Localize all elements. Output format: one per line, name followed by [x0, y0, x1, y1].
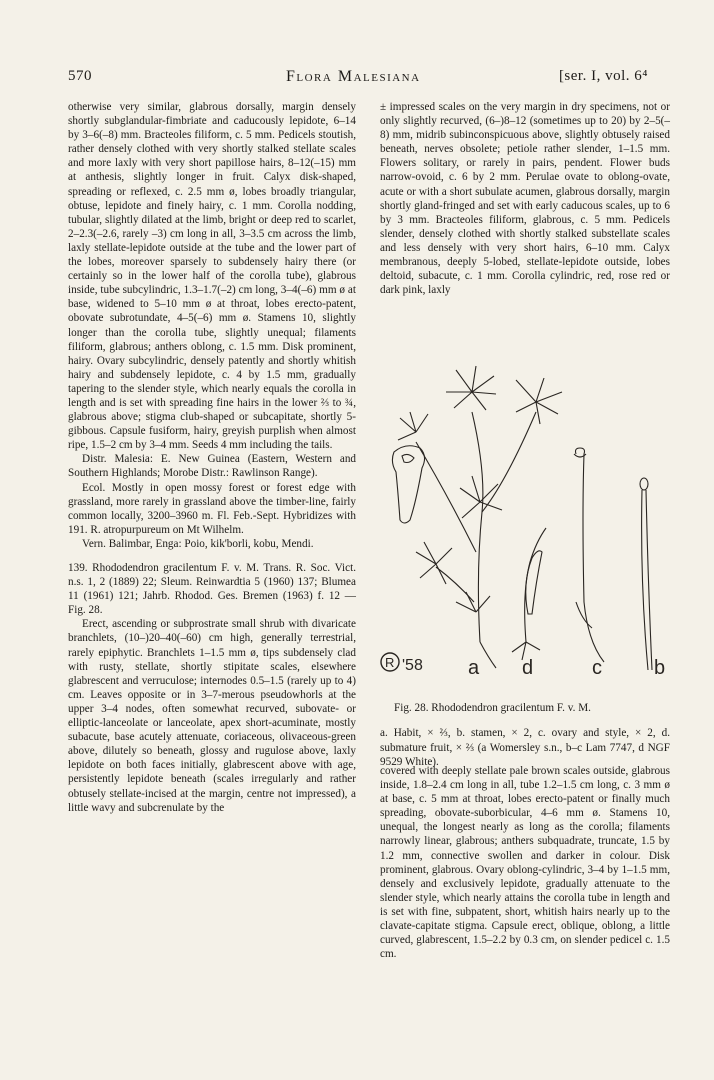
stamen-filament — [642, 490, 652, 670]
description-right-bottom: covered with deeply stellate pale brown scales outside, glabrous inside, 1.8–2.4 cm long in all, tube 1.2–1.5 cm long, c. 3 mm ø at base, c. 5 mm at throat, lobes erecto-patent or finally much spreading, obovate-suborbicular, 4–6 mm ø. Stamens 10, unequal, the longest nearly as long as the corolla; filaments narrowly linear, glabrous; anthers subquadrate, truncate, 1.5 by 1.2 mm, connective swollen and darker in colour. Disk prominent, glabrous. Ovary oblong-cylindric, 3–4 by 1–1.5 mm, densely and exclusively lepidote, gradually attenuate to the slender style, which nearly attains the corolla tube in length and is set with fine, subpatent, short, whitish hairs nearly up to the clavate-capitate stigma. Capsule erect, oblique, oblong, a little curved, glabrescent, 1.5–2.2 by 0.3 cm, on slender pedicel c. 1.5 cm. — [380, 765, 670, 961]
habit-stem-right — [482, 412, 536, 512]
leaf-whorl-base — [456, 592, 490, 612]
caption-detail: a. Habit, × ⅔, b. stamen, × 2, c. ovary and style, × 2, d. submature fruit, × ⅔ (a Womersley s.n., b–c Lam 7747, d NGF 9529 White). — [380, 727, 670, 768]
left-column — [68, 100, 356, 815]
species-description: Erect, ascending or subprostrate small shrub with divaricate branchlets, (10–)20–40(–60) cm high, generally terrestrial, rarely epiphytic. Branchlets 1–1.5 mm ø, tips subdensely clad with rusty, stellate, shortly stipitate scales, elsewhere glabrescent and verruculose; internodes 0.5–1.5 (rarely up to 4) cm. Leaves opposite or in 3–7-merous pseudowhorls at the upper 3–4 nodes, often somewhat recurved, subovate- or elliptic-lanceolate or lanceolate, apex short-acuminate, mostly subacute, base acutely attenuate, coriaceous, olivaceous-green above, dilutely so beneath, glossy and rugulose above, laxly lepidote on both faces initially, glabrescent above with age, persistently lepidote beneath (scales irregularly and rather obtusely stellate-incised at the margin, centre not impressed), a little wavy and subcrenulate by the — [68, 618, 356, 814]
figure-28-illustration — [376, 352, 672, 682]
journal-title: Flora Malesiana — [286, 68, 421, 85]
label-b: b — [654, 657, 666, 679]
right-column-top — [380, 100, 670, 297]
artist-monogram: R — [385, 655, 395, 670]
leaf-whorl-middle — [460, 476, 502, 518]
description-continued: otherwise very similar, glabrous dorsally, margin densely shortly subglandular-fimbriate and caducously lepidote, 6–14 by 3–6(–8) mm. Bracteoles filiform, c. 5 mm. Pedicels stoutish, rather densely clothed with very shortly stalked stellate scales and more laxly with very short papillose hairs, 8–12(–15) mm at anthesis, slightly longer in fruit. Calyx disk-shaped, spreading or reflexed, c. 2.5 mm ø, lobes broadly triangular, obtuse, lepidote and finely hairy, c. 1 mm. Corolla nodding, tubular, slightly dilated at the limb, bright or deep red to scarlet, 2–2.3(–2.6, rarely –3) cm long in all, 3–3.5 cm across the limb, laxly stellate-lepidote outside at the tube and the lower part of the lobes, moreover sparsely to subdensely hairy there (or certainly so in the lower half of the corolla tube), glabrous inside, tube subcylindric, 1.3–1.7(–2) cm long, 3–4(–6) mm ø at base, widened to 5–10 mm ø at throat, lobes erecto-patent, obovate subrotundate, 4–5(–6) mm ø. Stamens 10, slightly longer than the corolla tube, slightly unequal; filaments filiform, glabrous; anthers oblong, c. 1.5 mm. Disk prominent, hairy. Ovary subcylindric, densely patently and shortly whitish hairy and subdensely lepidote, c. 4 by 1.5 mm, gradually tapering to the slender style, which nearly equals the corolla in length and is set with spreading fine hairs in the lower ⅔ to ¾, glabrous above; stigma club-shaped or subcapitate, shortly 5-gibbous. Capsule fusiform, hairy, greyish purplish when almost ripe, 1.5–2 cm by 3–4 mm. Seeds 4 mm including the tails. — [68, 101, 356, 452]
fruit-capsule — [526, 551, 542, 614]
vernacular-paragraph: Vern. Balimbar, Enga: Poio, kik'borli, kobu, Mendi. — [82, 537, 314, 550]
page-number: 570 — [68, 68, 92, 84]
description-right-top: ± impressed scales on the very margin in dry specimens, not or only slightly recurved, (6–)8–12 (sometimes up to 20) by 2–5(–8) mm, midrib subinconspicuous above, slightly obtusely raised beneath, nerves obsolete; petiole rather slender, 1–1.5 mm. Flowers solitary, or rarely in pairs, pendent. Flower buds narrow-ovoid, c. 6 by 2 mm. Perulae ovate to oblong-ovate, acute or with a short subulate acumen, glabrous dorsally, margin shortly gland-fringed and set with early caducous scales, up to 6 by 3 mm. Bracteoles filiform, glabrous, c. 5 mm. Pedicels slender, densely clothed with shortly stalked substellate scales and less densely with very short hairs, 6–10 mm. Calyx membranous, deeply 5-lobed, stellate-lepidote outside, lobes deltoid, subacute, c. 1 mm. Corolla cylindric, red, rose red or dark pink, laxly — [380, 101, 670, 297]
leaf-whorl-top — [446, 366, 496, 410]
leaf-whorl-left — [398, 412, 428, 440]
caption-title: Fig. 28. Rhododendron gracilentum F. v. M. — [394, 702, 591, 715]
right-column-bottom — [380, 764, 670, 961]
habit-stem-base — [480, 642, 496, 668]
corolla-throat — [402, 454, 414, 462]
label-d: d — [522, 657, 534, 679]
fruit-stalk — [525, 528, 546, 642]
botanical-drawing — [376, 352, 672, 682]
style-drawing — [576, 448, 605, 662]
distribution-paragraph: Distr. Malesia: E. New Guinea (Eastern, Western and Southern Highlands; Morobe Distr.: Rawlinson Range). — [68, 453, 356, 480]
series-volume: [ser. I, vol. 6⁴ — [558, 68, 648, 84]
leaf-whorl-right — [516, 378, 562, 424]
species-heading: 139. Rhododendron gracilentum F. v. M. Trans. R. Soc. Vict. n.s. 1, 2 (1889) 22; Sleum. Reinwardtia 5 (1960) 137; Blumea 11 (1961) 121; Jahrb. Rhodod. Ges. Bremen (1963) f. 12 — Fig. 28. — [68, 562, 356, 617]
label-a: a — [468, 657, 480, 679]
anther-drawing — [640, 478, 648, 490]
corolla-drawing — [392, 446, 424, 523]
label-c: c — [592, 657, 602, 679]
ecology-paragraph: Ecol. Mostly in open mossy forest or forest edge with grassland, more rarely in grassland above the timber-line, fairly common locally, 3200–3960 m. Fl. Feb.-Sept. Hybridizes with 191. R. atropurpureum on Mt Wilhelm. — [68, 481, 356, 536]
running-header — [68, 68, 648, 92]
leaf-whorl-low — [416, 542, 452, 584]
drawing-year: '58 — [402, 657, 423, 674]
